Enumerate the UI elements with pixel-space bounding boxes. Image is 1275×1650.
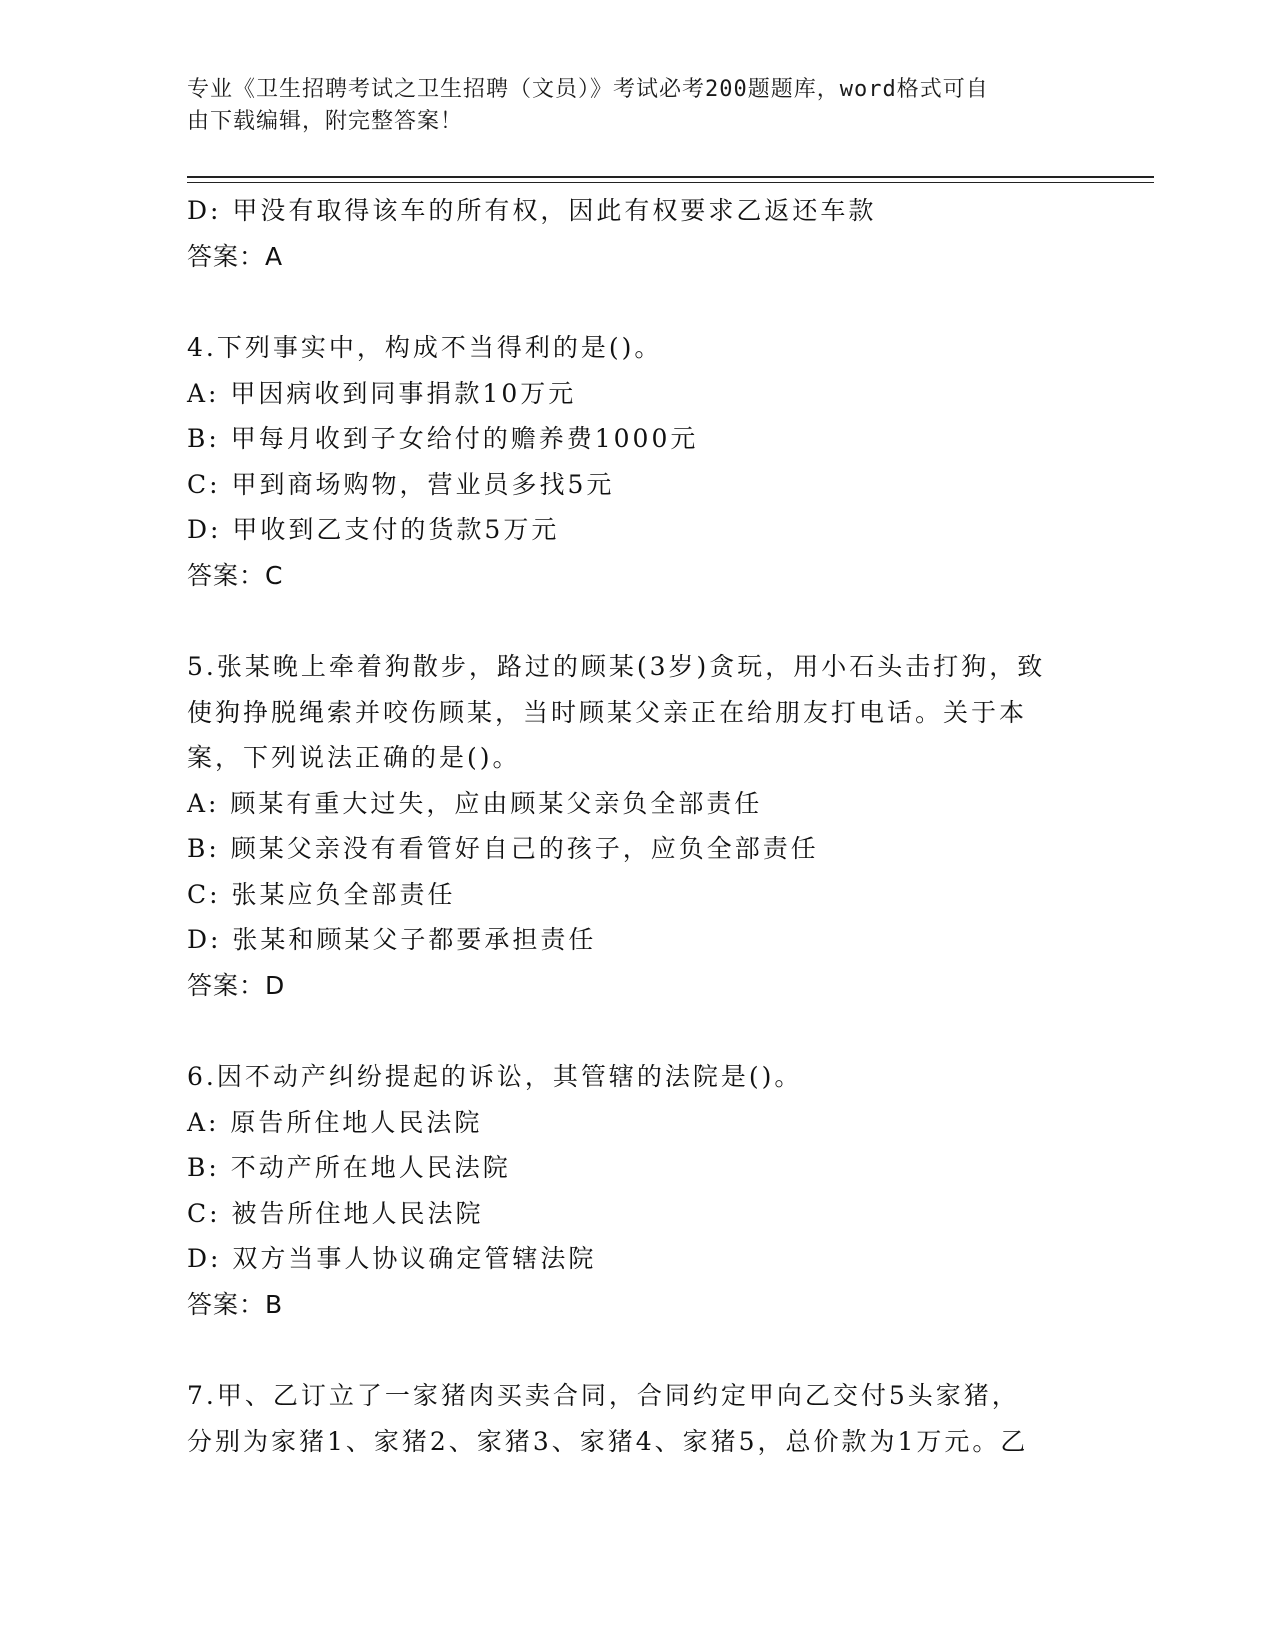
- spacer: [187, 1008, 1087, 1054]
- question-stem-line-2: 使狗挣脱绳索并咬伤顾某，当时顾某父亲正在给朋友打电话。关于本: [187, 697, 1028, 727]
- question-stem: 4.下列事实中，构成不当得利的是()。: [187, 333, 663, 362]
- option-d: D: 张某和顾某父子都要承担责任: [187, 925, 597, 954]
- answer-label: 答案：C: [187, 560, 284, 590]
- spacer: [187, 279, 1087, 325]
- answer-label: 答案：B: [187, 1289, 284, 1319]
- option-c: C: 张某应负全部责任: [187, 879, 456, 909]
- question-stem-line-1: 5.张某晚上牵着狗散步，路过的顾某(3岁)贪玩，用小石头击打狗，致: [187, 652, 1046, 681]
- question-stem-line-1: 7.甲、乙订立了一家猪肉买卖合同，合同约定甲向乙交付5头家猪，: [187, 1381, 1020, 1410]
- question-5: [187, 644, 1087, 1008]
- option-a: A: 顾某有重大过失，应由顾某父亲负全部责任: [187, 788, 763, 818]
- question-stem: 6.因不动产纠纷提起的诉讼，其管辖的法院是()。: [187, 1062, 803, 1091]
- header-divider-thin: [187, 182, 1154, 183]
- spacer: [187, 598, 1087, 644]
- question-6: [187, 1054, 1087, 1327]
- option-d: D: 双方当事人协议确定管辖法院: [187, 1244, 597, 1273]
- question-3-tail: [187, 188, 1087, 279]
- answer-label: 答案：A: [187, 241, 284, 271]
- option-a: A: 甲因病收到同事捐款10万元: [187, 378, 577, 408]
- document-header: [187, 74, 1067, 138]
- option-b: B: 甲每月收到子女给付的赡养费1000元: [187, 424, 699, 453]
- header-line-1: 专业《卫生招聘考试之卫生招聘（文员）》考试必考200题题库，word格式可自: [187, 77, 989, 102]
- question-7: [187, 1373, 1087, 1464]
- option-d: D: 甲没有取得该车的所有权，因此有权要求乙返还车款: [187, 196, 877, 225]
- option-c: C: 甲到商场购物，营业员多找5元: [187, 469, 615, 499]
- question-stem-line-3: 案，下列说法正确的是()。: [187, 743, 521, 772]
- option-b: B: 不动产所在地人民法院: [187, 1153, 511, 1182]
- answer-label: 答案：D: [187, 970, 286, 1000]
- option-d: D: 甲收到乙支付的货款5万元: [187, 515, 560, 544]
- option-b: B: 顾某父亲没有看管好自己的孩子，应负全部责任: [187, 834, 819, 863]
- header-divider-thick: [187, 176, 1154, 178]
- spacer: [187, 1327, 1087, 1373]
- header-line-2: 由下载编辑，附完整答案！: [187, 109, 464, 134]
- question-stem-line-2: 分别为家猪1、家猪2、家猪3、家猪4、家猪5，总价款为1万元。乙: [187, 1426, 1029, 1456]
- document-body: [187, 188, 1087, 1464]
- option-c: C: 被告所住地人民法院: [187, 1198, 484, 1228]
- question-4: [187, 325, 1087, 598]
- option-a: A: 原告所住地人民法院: [187, 1107, 483, 1137]
